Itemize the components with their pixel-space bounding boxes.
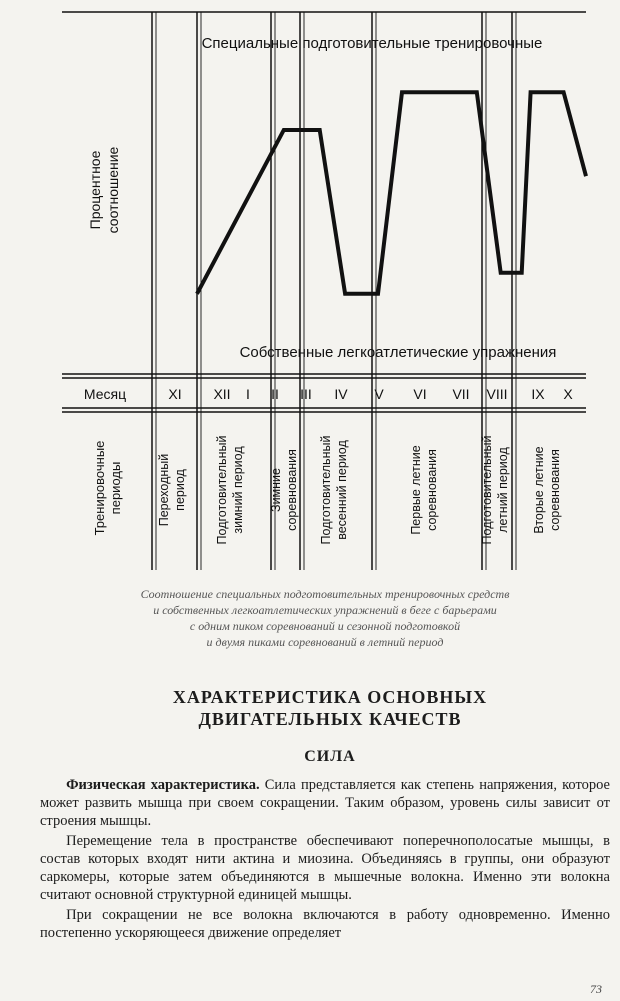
month-tick-label: V xyxy=(374,386,384,402)
period-label-line: соревнования xyxy=(548,449,562,531)
month-tick-label: XI xyxy=(168,386,182,402)
month-tick-label: X xyxy=(563,386,573,402)
period-label-line: летний период xyxy=(496,447,510,533)
month-tick-label: III xyxy=(300,386,312,402)
period-label-line: соревнования xyxy=(285,449,299,531)
chart-bottom-label: Собственные легкоатлетические упражнения xyxy=(239,344,557,361)
paragraph-text: Сила представляется как степень напряжения, которое может развить мышца при своем сокращении. Таким образом, уровень силы зависит от строения мышцы. xyxy=(40,777,610,829)
month-tick-label: VII xyxy=(452,386,470,402)
paragraph-text: Перемещение тела в пространстве обеспечивают поперечнополосатые мышцы, в состав которых входят нити актина и миозина. Объединяясь в группы, они образуют саркомеры, которые затем объединяются в мышечные волокна. Именно эти волокна считают основной структурной единицей мышцы. xyxy=(40,833,610,903)
month-tick-label: II xyxy=(271,386,279,402)
month-header: Месяц xyxy=(83,386,127,402)
paragraph-text: При сокращении не все волокна включаются в работу одновременно. Именно постепенно ускоряющееся движение определяет xyxy=(40,907,610,941)
caption-line: и собственных легкоатлетических упражнений в беге с барьерами xyxy=(153,603,497,617)
section-heading-line2: ДВИГАТЕЛЬНЫХ КАЧЕСТВ xyxy=(198,709,462,729)
period-label xyxy=(157,454,187,527)
section-heading xyxy=(120,686,540,730)
month-tick-label: VI xyxy=(413,386,427,402)
period-header-line2: периоды xyxy=(108,461,123,515)
period-label-line: соревнования xyxy=(425,449,439,531)
month-tick-label: IV xyxy=(334,386,348,402)
period-label xyxy=(532,446,562,533)
month-tick-label: VIII xyxy=(486,386,508,402)
period-label xyxy=(319,436,349,545)
period-header-line1: Тренировочные xyxy=(92,440,107,536)
period-label xyxy=(269,449,299,531)
period-label-line: Первые летние xyxy=(409,445,423,535)
period-label-line: Вторые летние xyxy=(532,446,546,534)
y-axis-label-line1: Процентное xyxy=(87,150,103,230)
month-tick-label: I xyxy=(246,386,250,402)
body-text xyxy=(40,776,610,942)
period-label xyxy=(480,436,510,545)
y-axis-label-line2: соотношение xyxy=(105,146,121,234)
month-tick-label: IX xyxy=(531,386,545,402)
month-tick-label: XII xyxy=(213,386,231,402)
paragraph-lead: Физическая характеристика. xyxy=(66,777,260,793)
paragraph xyxy=(40,832,610,904)
figure-caption xyxy=(40,586,610,650)
period-label-line: зимний период xyxy=(231,446,245,534)
period-label xyxy=(409,445,439,534)
paragraph xyxy=(40,776,610,830)
period-label-line: Подготовительный xyxy=(319,435,333,545)
series-line-special-training xyxy=(197,92,586,294)
caption-line: и двумя пиками соревнований в летний период xyxy=(206,635,444,649)
caption-line: с одним пиком соревнований и сезонной подготовкой xyxy=(189,619,461,633)
period-label xyxy=(215,436,245,545)
page-number: 73 xyxy=(590,982,602,996)
section-heading-line1: ХАРАКТЕРИСТИКА ОСНОВНЫХ xyxy=(172,687,488,707)
caption-line: Соотношение специальных подготовительных тренировочных средств xyxy=(140,587,510,601)
period-label-line: Переходный xyxy=(157,453,171,527)
subsection-heading: СИЛА xyxy=(304,748,356,765)
period-label-line: период xyxy=(173,469,187,511)
chart-title: Специальные подготовительные тренировочные xyxy=(201,35,543,52)
period-label-line: Подготовительный xyxy=(480,435,494,545)
paragraph xyxy=(40,906,610,942)
period-label-line: Зимние xyxy=(269,468,283,512)
period-label-line: Подготовительный xyxy=(215,435,229,545)
period-label-line: весенний период xyxy=(335,440,349,540)
